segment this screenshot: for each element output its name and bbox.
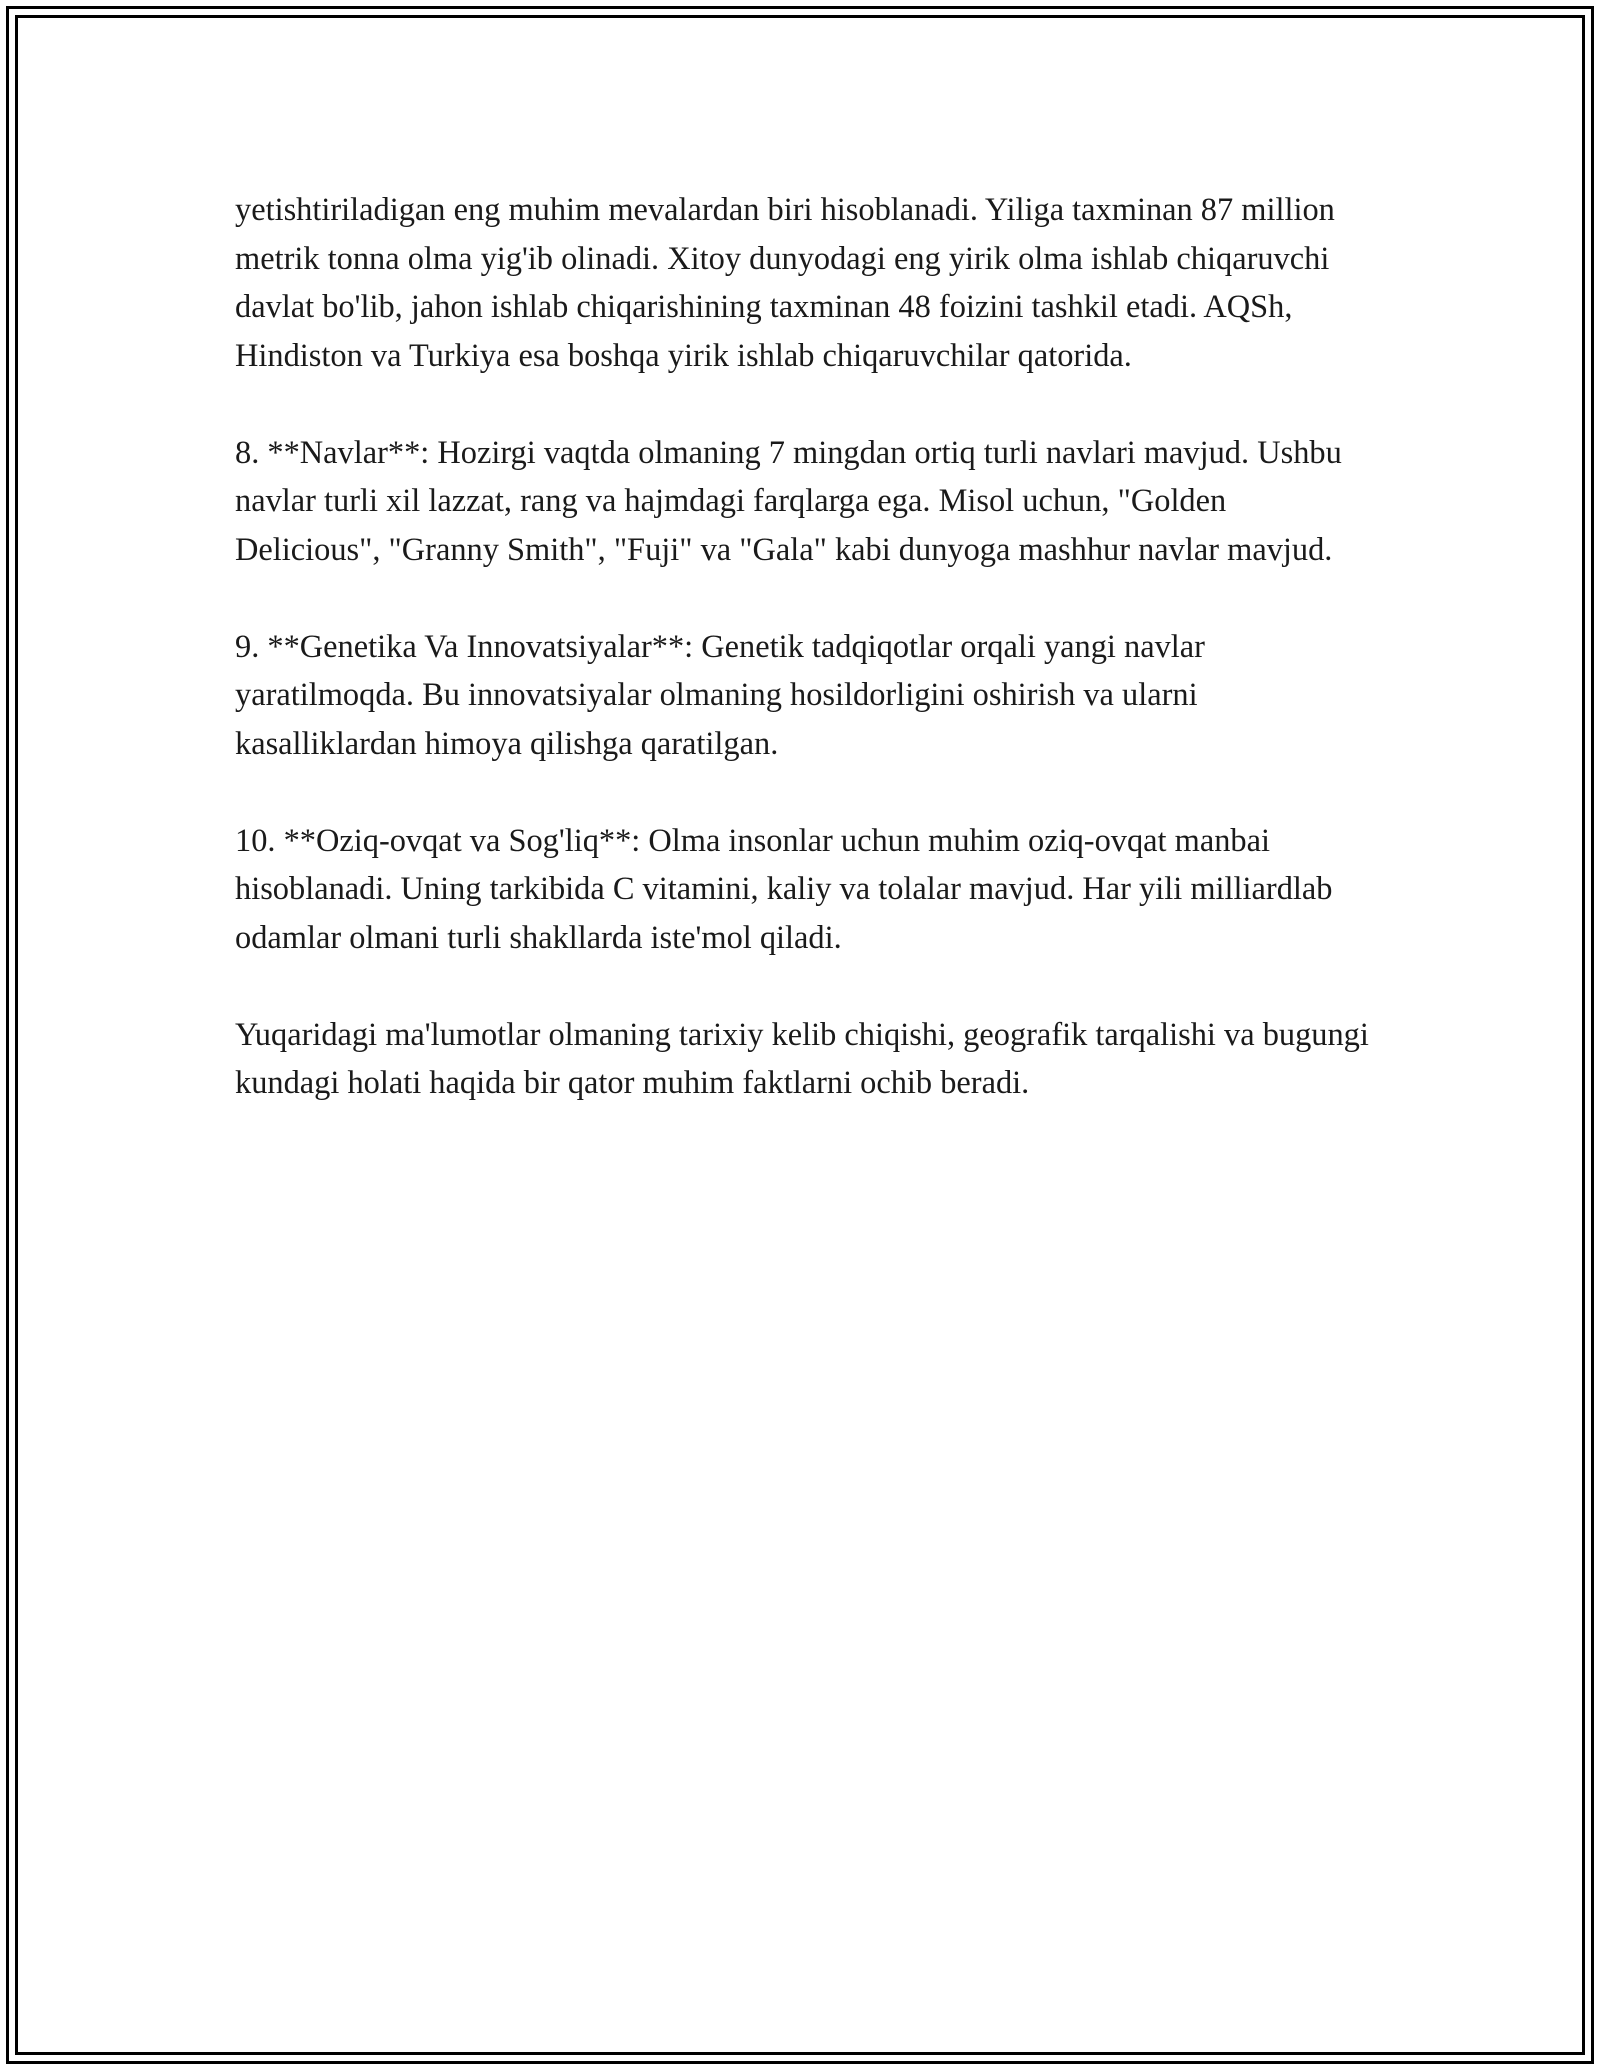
paragraph-conclusion: Yuqaridagi ma'lumotlar olmaning tarixiy kelib chiqishi, geografik tarqalishi va bugungi kundagi holati haqida bir qator muhim faktlarni ochib beradi.	[235, 1016, 1369, 1101]
paragraph-food-health: 10. **Oziq-ovqat va Sog'liq**: Olma insonlar uchun muhim oziq-ovqat manbai hisoblanadi. Uning tarkibida C vitamini, kaliy va tolalar mavjud. Har yili milliardlab odamlar olmani turli shakllarda iste'mol qiladi.	[235, 822, 1333, 956]
paragraph-varieties: 8. **Navlar**: Hozirgi vaqtda olmaning 7 mingdan ortiq turli navlari mavjud. Ushbu navlar turli xil lazzat, rang va hajmdagi farqlarga ega. Misol uchun, "Golden Delicious", "Granny Smith", "Fuji" va "Gala" kabi dunyoga mashhur navlar mavjud.	[235, 434, 1342, 568]
paragraph-genetics-innovations: 9. **Genetika Va Innovatsiyalar**: Genetik tadqiqotlar orqali yangi navlar yaratilmoqda. Bu innovatsiyalar olmaning hosildorligini oshirish va ularni kasalliklardan himoya qilishga qaratilgan.	[235, 628, 1205, 762]
document-body	[235, 186, 1375, 1156]
paragraph-apple-production: yetishtiriladigan eng muhim mevalardan biri hisoblanadi. Yiliga taxminan 87 million metrik tonna olma yig'ib olinadi. Xitoy dunyodagi eng yirik olma ishlab chiqaruvchi davlat bo'lib, jahon ishlab chiqarishining taxminan 48 foizini tashkil etadi. AQSh, Hindiston va Turkiya esa boshqa yirik ishlab chiqaruvchilar qatorida.	[235, 192, 1335, 374]
